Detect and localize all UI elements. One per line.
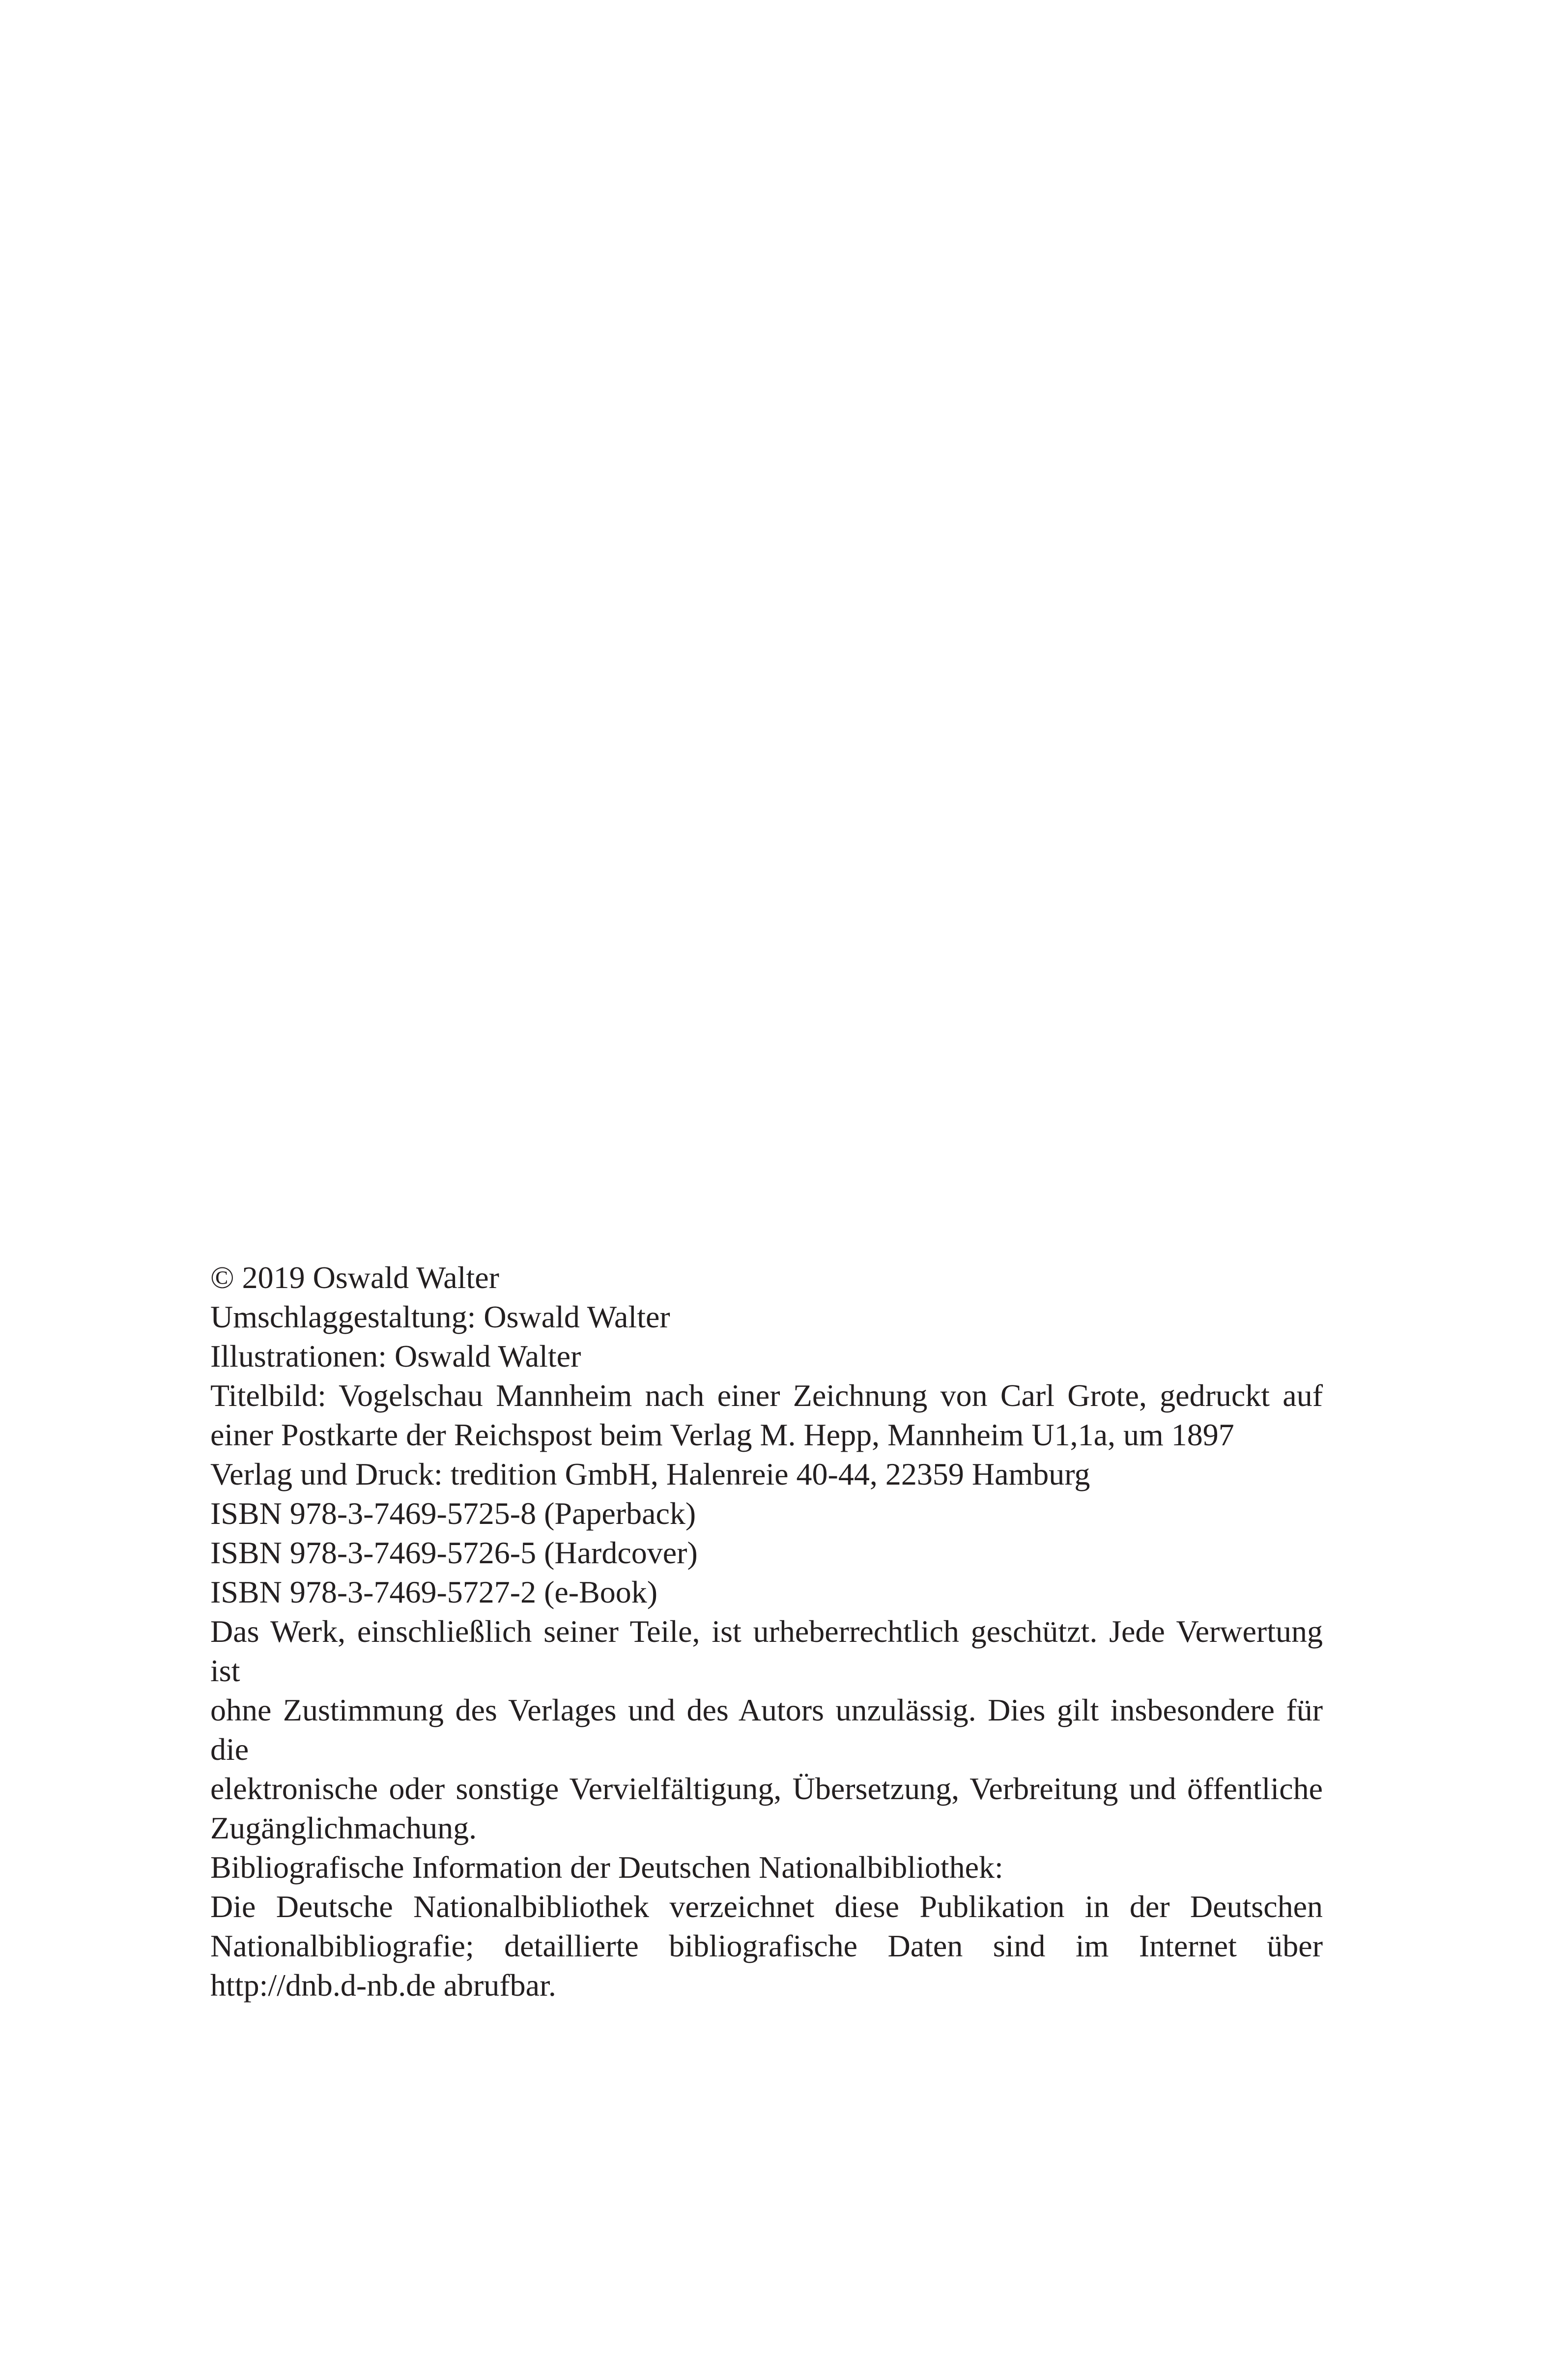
isbn-paperback: ISBN 978-3-7469-5725-8 (Paperback) bbox=[210, 1496, 696, 1531]
legal-notice-block bbox=[210, 1612, 1323, 2005]
legal-line-2: ohne Zustimmung des Verlages und des Autors unzulässig. Dies gilt insbesondere für die bbox=[210, 1692, 1323, 1767]
isbn-hardcover: ISBN 978-3-7469-5726-5 (Hardcover) bbox=[210, 1535, 698, 1570]
copyright-text: © 2019 Oswald Walter bbox=[210, 1260, 499, 1295]
dnb-heading: Bibliografische Information der Deutschen Nationalbibliothek: bbox=[210, 1850, 1003, 1885]
isbn-ebook: ISBN 978-3-7469-5727-2 (e-Book) bbox=[210, 1575, 658, 1609]
dnb-url-line: http://dnb.d-nb.de abrufbar. bbox=[210, 1968, 556, 2003]
copyright-line bbox=[210, 1258, 1323, 1297]
legal-line-3: elektronische oder sonstige Vervielfältigung, Übersetzung, Verbreitung und öffentliche bbox=[210, 1771, 1323, 1806]
dnb-line-2: Nationalbibliografie; detaillierte bibliografische Daten sind im Internet über bbox=[210, 1928, 1323, 1963]
legal-line-1: Das Werk, einschließlich seiner Teile, ist urheberrechtlich geschützt. Jede Verwertung ist bbox=[210, 1614, 1323, 1688]
dnb-line-1: Die Deutsche Nationalbibliothek verzeichnet diese Publikation in der Deutschen bbox=[210, 1889, 1323, 1924]
publisher-text: Verlag und Druck: tredition GmbH, Halenreie 40-44, 22359 Hamburg bbox=[210, 1457, 1090, 1491]
imprint-text-block bbox=[210, 1258, 1323, 2005]
cover-design-credit: Umschlaggestaltung: Oswald Walter bbox=[210, 1299, 670, 1334]
title-image-credit-line-2: einer Postkarte der Reichspost beim Verlag M. Hepp, Mannheim U1,1a, um 1897 bbox=[210, 1417, 1234, 1452]
legal-line-4: Zugänglichmachung. bbox=[210, 1810, 477, 1845]
title-image-credit-line-1: Titelbild: Vogelschau Mannheim nach einer Zeichnung von Carl Grote, gedruckt auf bbox=[210, 1378, 1323, 1413]
illustrations-credit: Illustrationen: Oswald Walter bbox=[210, 1339, 581, 1374]
credits-block bbox=[210, 1297, 1323, 1455]
publisher-block bbox=[210, 1455, 1323, 1494]
isbn-block bbox=[210, 1494, 1323, 1612]
